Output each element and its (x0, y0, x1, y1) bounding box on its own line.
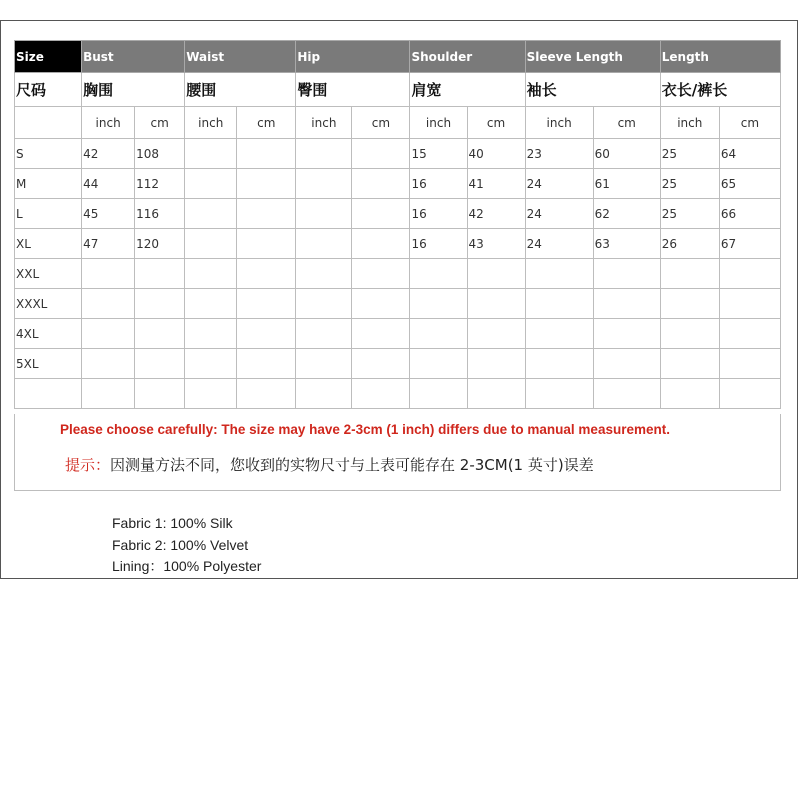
measurement-cell (185, 229, 237, 259)
measurement-cell (296, 199, 352, 229)
measurement-cell (237, 139, 296, 169)
measurement-cell: 47 (82, 229, 135, 259)
measurement-cell: 42 (82, 139, 135, 169)
measurement-cell (410, 289, 467, 319)
measurement-cell: 116 (135, 199, 185, 229)
measurement-cell: 61 (593, 169, 660, 199)
blank-row (15, 379, 781, 409)
blank-cell (296, 379, 352, 409)
blank-cell (593, 379, 660, 409)
header-cn-sleeve: 袖长 (525, 73, 660, 107)
unit-cell: inch (410, 107, 467, 139)
blank-cell (352, 379, 410, 409)
measurement-cell (185, 199, 237, 229)
measurement-warning: Please choose carefully: The size may have 2-3cm (1 inch) differs due to manual measurement. (60, 422, 670, 437)
header-cn-bust: 胸围 (82, 73, 185, 107)
unit-cell: cm (237, 107, 296, 139)
measurement-cell (593, 319, 660, 349)
measurement-cell (237, 289, 296, 319)
measurement-cell (593, 259, 660, 289)
measurement-cell (237, 169, 296, 199)
measurement-tip (65, 454, 594, 475)
measurement-cell (296, 139, 352, 169)
measurement-cell: 26 (660, 229, 719, 259)
unit-cell: cm (135, 107, 185, 139)
measurement-cell (719, 319, 780, 349)
measurement-cell (135, 349, 185, 379)
measurement-cell (237, 349, 296, 379)
blank-cell (660, 379, 719, 409)
measurement-cell (410, 349, 467, 379)
measurement-cell (352, 349, 410, 379)
measurement-cell: 23 (525, 139, 593, 169)
size-label: 4XL (15, 319, 82, 349)
size-row (15, 259, 781, 289)
measurement-cell: 42 (467, 199, 525, 229)
tip-text: 因测量方法不同，您收到的实物尺寸与上表可能存在 2-3CM(1 英寸)误差 (110, 456, 594, 474)
unit-cell: inch (296, 107, 352, 139)
unit-cell: inch (82, 107, 135, 139)
measurement-cell (185, 139, 237, 169)
measurement-cell (352, 139, 410, 169)
fabric-line: Lining：100% Polyester (112, 558, 262, 574)
measurement-cell (135, 319, 185, 349)
measurement-cell: 62 (593, 199, 660, 229)
blank-cell (15, 379, 82, 409)
tip-label: 提示： (65, 456, 111, 474)
measurement-cell (82, 259, 135, 289)
unit-cell: cm (467, 107, 525, 139)
measurement-cell: 40 (467, 139, 525, 169)
size-chart-table (14, 40, 781, 409)
size-row (15, 139, 781, 169)
measurement-cell: 60 (593, 139, 660, 169)
unit-cell-empty (15, 107, 82, 139)
measurement-cell (135, 289, 185, 319)
measurement-cell: 67 (719, 229, 780, 259)
measurement-cell (352, 199, 410, 229)
fabric-line: Fabric 2: 100% Velvet (112, 536, 249, 553)
measurement-cell: 24 (525, 229, 593, 259)
measurement-cell (296, 229, 352, 259)
header-cn-waist: 腰围 (185, 73, 296, 107)
size-row (15, 319, 781, 349)
measurement-cell: 108 (135, 139, 185, 169)
measurement-cell (237, 319, 296, 349)
measurement-cell: 66 (719, 199, 780, 229)
header-waist: Waist (185, 41, 296, 73)
measurement-cell (525, 319, 593, 349)
size-row (15, 289, 781, 319)
measurement-cell: 43 (467, 229, 525, 259)
size-label: S (15, 139, 82, 169)
measurement-cell (82, 319, 135, 349)
measurement-cell (660, 349, 719, 379)
measurement-cell (352, 259, 410, 289)
unit-cell: inch (660, 107, 719, 139)
measurement-cell (593, 289, 660, 319)
measurement-cell: 15 (410, 139, 467, 169)
blank-cell (135, 379, 185, 409)
measurement-cell (352, 319, 410, 349)
measurement-cell: 41 (467, 169, 525, 199)
measurement-cell: 25 (660, 169, 719, 199)
unit-cell: inch (185, 107, 237, 139)
measurement-cell (525, 259, 593, 289)
measurement-cell (467, 289, 525, 319)
header-sleeve-length: Sleeve Length (525, 41, 660, 73)
measurement-cell (185, 349, 237, 379)
measurement-cell (410, 319, 467, 349)
size-label: XXL (15, 259, 82, 289)
header-bust: Bust (82, 41, 185, 73)
blank-cell (82, 379, 135, 409)
blank-cell (410, 379, 467, 409)
measurement-cell (185, 169, 237, 199)
measurement-cell (467, 319, 525, 349)
measurement-cell: 24 (525, 169, 593, 199)
notes-box (14, 414, 781, 491)
measurement-cell: 65 (719, 169, 780, 199)
measurement-cell (410, 259, 467, 289)
unit-row (15, 107, 781, 139)
measurement-cell (237, 229, 296, 259)
size-row (15, 349, 781, 379)
measurement-cell: 64 (719, 139, 780, 169)
measurement-cell (719, 289, 780, 319)
measurement-cell: 24 (525, 199, 593, 229)
header-cn-size: 尺码 (15, 73, 82, 107)
measurement-cell (82, 289, 135, 319)
measurement-cell (593, 349, 660, 379)
size-row (15, 169, 781, 199)
size-label: XL (15, 229, 82, 259)
blank-cell (719, 379, 780, 409)
blank-cell (185, 379, 237, 409)
measurement-cell (185, 259, 237, 289)
measurement-cell (660, 289, 719, 319)
measurement-cell (660, 319, 719, 349)
measurement-cell (352, 169, 410, 199)
measurement-cell (296, 259, 352, 289)
size-label: 5XL (15, 349, 82, 379)
unit-cell: cm (593, 107, 660, 139)
measurement-cell (525, 349, 593, 379)
measurement-cell: 63 (593, 229, 660, 259)
blank-cell (525, 379, 593, 409)
measurement-cell (237, 199, 296, 229)
measurement-cell (237, 259, 296, 289)
measurement-cell (719, 349, 780, 379)
measurement-cell (135, 259, 185, 289)
header-length: Length (660, 41, 780, 73)
measurement-cell (296, 349, 352, 379)
measurement-cell (352, 289, 410, 319)
measurement-cell: 16 (410, 229, 467, 259)
fabric-line: Fabric 1: 100% Silk (112, 515, 233, 531)
size-label: M (15, 169, 82, 199)
header-row-english (15, 41, 781, 73)
measurement-cell (82, 349, 135, 379)
measurement-cell: 120 (135, 229, 185, 259)
measurement-cell (467, 259, 525, 289)
measurement-cell: 16 (410, 169, 467, 199)
measurement-cell: 112 (135, 169, 185, 199)
measurement-cell (467, 349, 525, 379)
header-cn-shoulder: 肩宽 (410, 73, 525, 107)
size-label: L (15, 199, 82, 229)
measurement-cell (660, 259, 719, 289)
measurement-cell: 44 (82, 169, 135, 199)
header-hip: Hip (296, 41, 410, 73)
size-row (15, 229, 781, 259)
measurement-cell (525, 289, 593, 319)
measurement-cell: 25 (660, 139, 719, 169)
blank-cell (237, 379, 296, 409)
measurement-cell (719, 259, 780, 289)
blank-cell (467, 379, 525, 409)
measurement-cell (296, 169, 352, 199)
header-row-chinese (15, 73, 781, 107)
unit-cell: cm (352, 107, 410, 139)
header-size: Size (15, 41, 82, 73)
unit-cell: cm (719, 107, 780, 139)
size-label: XXXL (15, 289, 82, 319)
size-row (15, 199, 781, 229)
header-shoulder: Shoulder (410, 41, 525, 73)
measurement-cell (185, 289, 237, 319)
measurement-cell (352, 229, 410, 259)
header-cn-hip: 臀围 (296, 73, 410, 107)
measurement-cell: 45 (82, 199, 135, 229)
measurement-cell (296, 289, 352, 319)
unit-cell: inch (525, 107, 593, 139)
measurement-cell (185, 319, 237, 349)
measurement-cell (296, 319, 352, 349)
measurement-cell: 25 (660, 199, 719, 229)
header-cn-length: 衣长/裤长 (660, 73, 780, 107)
fabric-info (112, 513, 261, 578)
measurement-cell: 16 (410, 199, 467, 229)
